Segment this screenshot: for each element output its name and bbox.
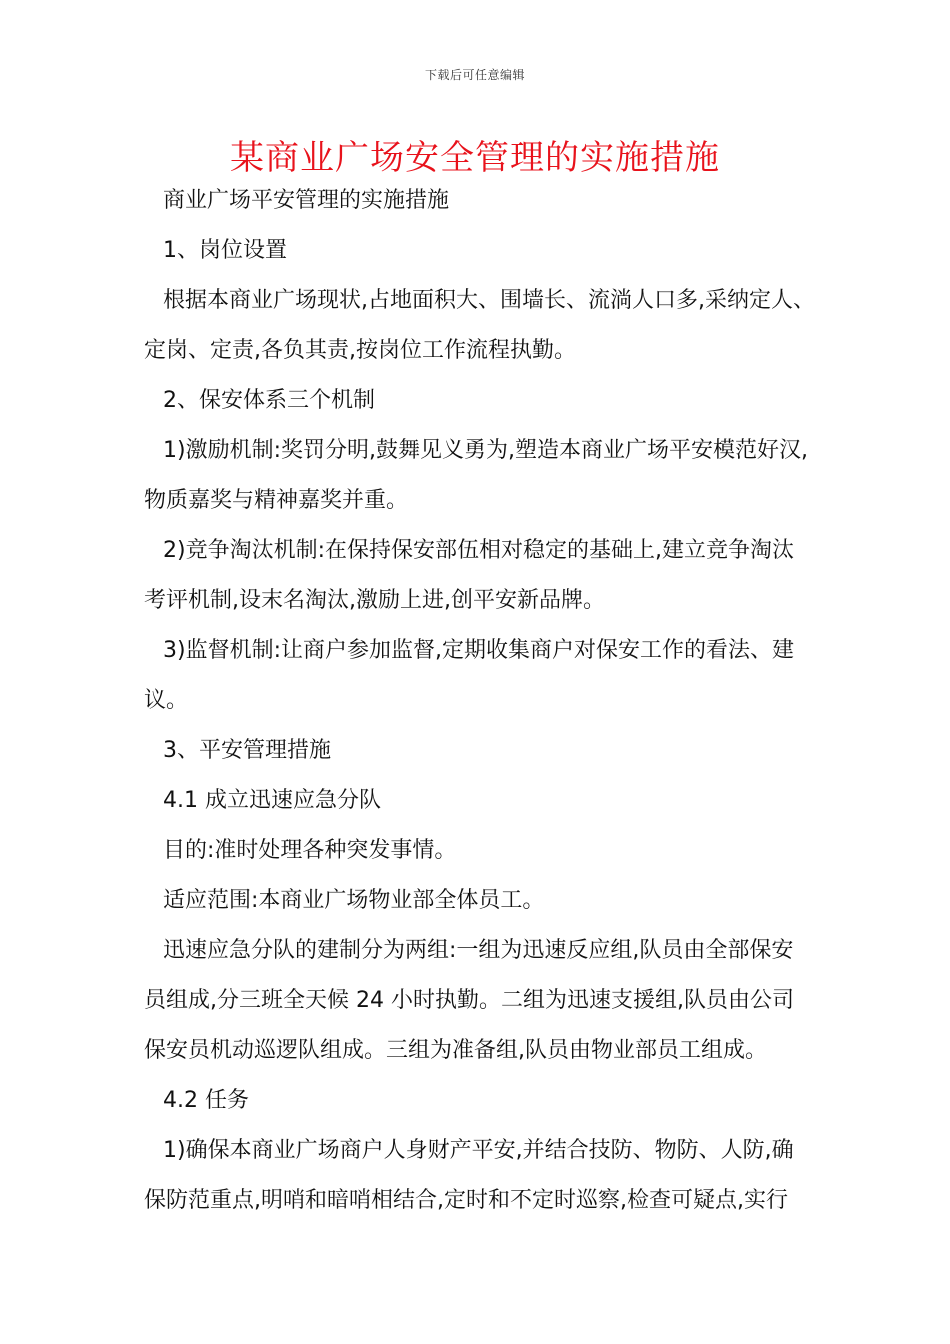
- paragraph-line: 1)确保本商业广场商户人身财产平安,并结合技防、物防、人防,确: [163, 1138, 794, 1163]
- paragraph-line: 定岗、定责,各负其责,按岗位工作流程执勤。: [144, 338, 576, 363]
- paragraph-line: 3)监督机制:让商户参加监督,定期收集商户对保安工作的看法、建: [163, 638, 794, 663]
- paragraph-line: 保安员机动巡逻队组成。三组为准备组,队员由物业部员工组成。: [144, 1038, 767, 1063]
- section-heading: 1、岗位设置: [163, 238, 287, 263]
- paragraph-line: 1)激励机制:奖罚分明,鼓舞见义勇为,塑造本商业广场平安模范好汉,: [163, 438, 808, 463]
- paragraph-line: 2)竞争淘汰机制:在保持保安部伍相对稳定的基础上,建立竞争淘汰: [163, 538, 794, 563]
- document-title: 某商业广场安全管理的实施措施: [230, 138, 720, 178]
- paragraph-line: 根据本商业广场现状,占地面积大、围墙长、流淌人口多,采纳定人、: [163, 288, 815, 313]
- paragraph-line: 员组成,分三班全天候 24 小时执勤。二组为迅速支援组,队员由公司: [144, 988, 794, 1013]
- subsection-heading: 4.1 成立迅速应急分队: [163, 788, 381, 813]
- subtitle-paragraph: 商业广场平安管理的实施措施: [163, 188, 450, 213]
- section-heading: 2、保安体系三个机制: [163, 388, 375, 413]
- paragraph-line: 保防范重点,明哨和暗哨相结合,定时和不定时巡察,检查可疑点,实行: [144, 1188, 788, 1213]
- paragraph-line: 适应范围:本商业广场物业部全体员工。: [163, 888, 545, 913]
- paragraph-line: 目的:准时处理各种突发事情。: [163, 838, 457, 863]
- paragraph-line: 迅速应急分队的建制分为两组:一组为迅速反应组,队员由全部保安: [163, 938, 794, 963]
- paragraph-line: 考评机制,设末名淘汰,激励上进,创平安新品牌。: [144, 588, 605, 613]
- section-heading: 3、平安管理措施: [163, 738, 331, 763]
- header-note: 下载后可任意编辑: [424, 68, 525, 82]
- paragraph-line: 议。: [144, 688, 189, 713]
- paragraph-line: 物质嘉奖与精神嘉奖并重。: [144, 488, 409, 513]
- subsection-heading: 4.2 任务: [163, 1088, 249, 1113]
